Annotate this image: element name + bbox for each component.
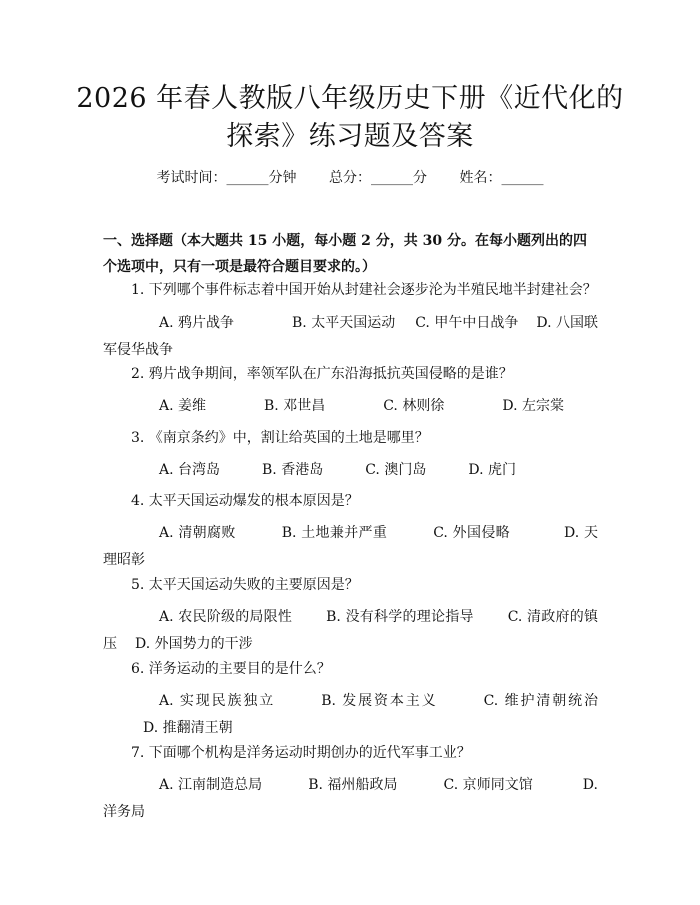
question-2-stem: 2. 鸦片战争期间，率领军队在广东沿海抵抗英国侵略的是谁？	[131, 366, 513, 382]
q2-option-c: C. 林则徐	[383, 398, 445, 414]
q4-option-d: D. 天理昭彰	[103, 525, 598, 568]
q5-option-c: C. 清政府的镇压	[103, 609, 598, 652]
question-2-options	[103, 393, 598, 420]
exam-name-field: 姓名：______	[459, 170, 544, 186]
q7-option-c: C. 京师同文馆	[443, 777, 533, 793]
q1-option-c: C. 甲午中日战争	[415, 315, 519, 331]
question-1-options	[103, 310, 598, 364]
q6-option-d: D. 推翻清王朝	[143, 720, 233, 736]
q1-option-a: A. 鸦片战争	[159, 315, 235, 331]
q6-option-a: A. 实现民族独立	[159, 693, 276, 709]
document-title-line-2: 探索》练习题及答案	[226, 121, 474, 152]
question-5-options	[103, 604, 598, 658]
q3-option-d: D. 虎门	[468, 462, 516, 478]
q6-option-b: B. 发展资本主义	[321, 693, 438, 709]
q7-option-a: A. 江南制造总局	[159, 777, 263, 793]
question-1-stem: 1. 下列哪个事件标志着中国开始从封建社会逐步沦为半殖民地半封建社会？	[131, 282, 597, 298]
q1-option-d: D. 八国联军侵华战争	[103, 315, 598, 358]
question-4-options	[103, 520, 598, 574]
q4-option-b: B. 土地兼并严重	[281, 525, 388, 541]
q7-option-d: D. 洋务局	[103, 777, 598, 820]
q5-option-d: D. 外国势力的干涉	[135, 636, 253, 652]
q3-option-c: C. 澳门岛	[365, 462, 427, 478]
exam-info-line	[0, 168, 700, 188]
q3-option-b: B. 香港岛	[262, 462, 324, 478]
exam-score-field: 总分：______分	[329, 170, 427, 186]
q5-option-a: A. 农民阶级的局限性	[159, 609, 293, 625]
question-6-stem: 6. 洋务运动的主要目的是什么？	[131, 661, 331, 677]
q1-option-b: B. 太平天国运动	[292, 315, 396, 331]
section-heading: 一、选择题（本大题共 15 小题，每小题 2 分，共 30 分。在每小题列出的四个选项中，只有一项是最符合题目要求的。）	[103, 233, 587, 275]
exam-time-field: 考试时间：______分钟	[156, 170, 297, 186]
question-6-options	[103, 688, 598, 742]
q2-option-d: D. 左宗棠	[502, 398, 564, 414]
q6-option-c: C. 维护清朝统治	[483, 693, 598, 709]
q4-option-c: C. 外国侵略	[433, 525, 511, 541]
q4-option-a: A. 清朝腐败	[159, 525, 236, 541]
q2-option-b: B. 邓世昌	[264, 398, 326, 414]
document-title-line-1: 2026 年春人教版八年级历史下册《近代化的	[76, 83, 624, 114]
question-7-stem: 7. 下面哪个机构是洋务运动时期创办的近代军事工业？	[131, 745, 471, 761]
question-7-options	[103, 772, 598, 826]
question-3-stem: 3. 《南京条约》中，割让给英国的土地是哪里？	[131, 430, 429, 446]
q5-option-b: B. 没有科学的理论指导	[326, 609, 474, 625]
question-5-stem: 5. 太平天国运动失败的主要原因是？	[131, 577, 359, 593]
q2-option-a: A. 姜维	[159, 398, 207, 414]
q3-option-a: A. 台湾岛	[159, 462, 221, 478]
q7-option-b: B. 福州船政局	[308, 777, 398, 793]
question-3-options	[103, 457, 598, 484]
question-4-stem: 4. 太平天国运动爆发的根本原因是？	[131, 493, 359, 509]
